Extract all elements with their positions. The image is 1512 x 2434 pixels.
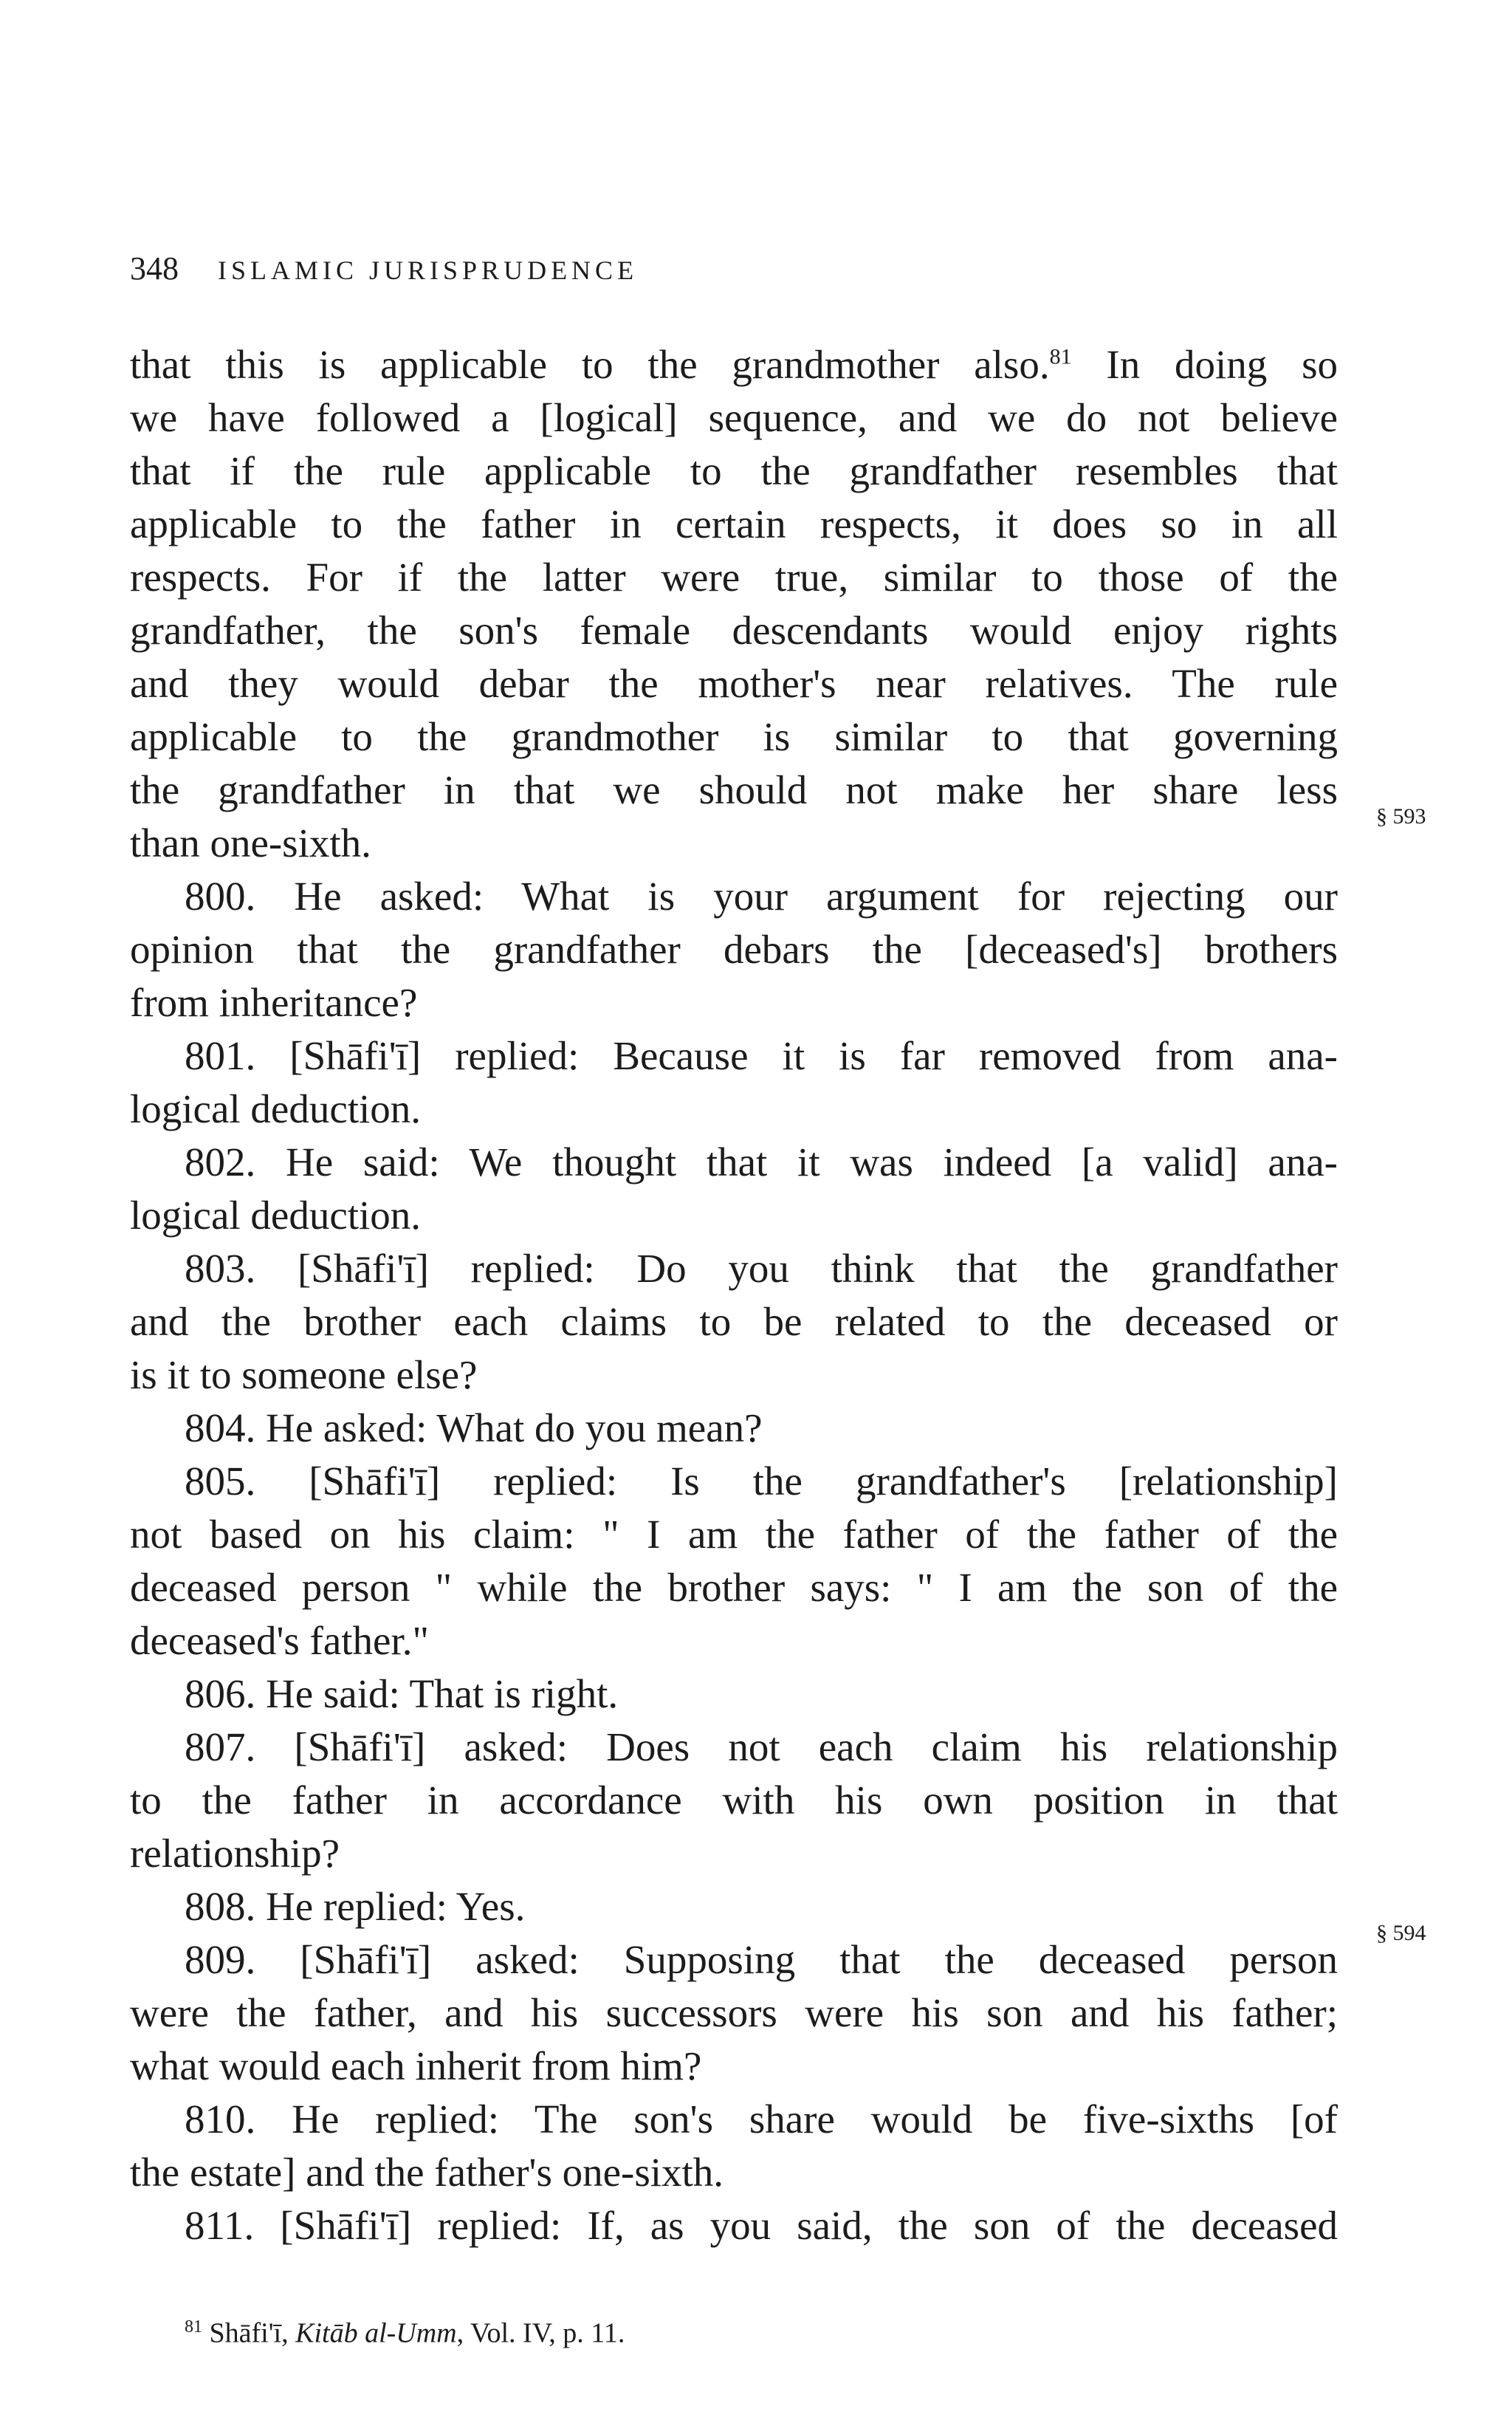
paragraph-806: 806. He said: That is right. [185,1671,619,1716]
text-line: applicable to the grandmother is similar to that governing [130,714,1338,759]
paragraph-808: 808. He replied: Yes. [185,1884,526,1929]
text-line: logical deduction. [130,1193,422,1238]
footnote [185,2308,1292,2352]
text-line: what would each inherit from him? [130,2043,702,2088]
text-line: than one-sixth. [130,820,371,865]
text-line: were the father, and his successors were his son and his father; [130,1990,1338,2035]
running-title: ISLAMIC JURISPRUDENCE [218,256,639,285]
text-line: deceased person " while the brother says: " I am the son of the [130,1565,1338,1610]
text-line: relationship? [130,1831,340,1876]
text-line: is it to someone else? [130,1352,478,1397]
paragraph-802: 802. He said: We thought that it was indeed [a valid] ana- [185,1139,1338,1185]
text-line: the estate] and the father's one-sixth. [130,2150,724,2195]
text-line: and they would debar the mother's near relatives. The rule [130,661,1338,706]
page-number: 348 [130,250,179,287]
paragraph-811: 811. [Shāfi'ī] replied: If, as you said, the son of the deceased [185,2203,1338,2248]
paragraph-804: 804. He asked: What do you mean? [185,1405,763,1450]
paragraph-803: 803. [Shāfi'ī] replied: Do you think that the grandfather [185,1246,1338,1291]
footnote-reference: 81 [1049,344,1072,369]
text-line: respects. For if the latter were true, similar to those of the [130,555,1338,600]
paragraph-810: 810. He replied: The son's share would be five-sixths [of [185,2097,1338,2142]
text-line: that if the rule applicable to the grandfather resembles that [130,448,1338,493]
footnote-marker: 81 [185,2317,202,2337]
footnote-citation: , Vol. IV, p. 11. [456,2317,625,2349]
margin-section-note-593: § 593 [1376,804,1426,829]
paragraph-809: 809. [Shāfi'ī] asked: Supposing that the deceased person [185,1937,1338,1982]
text-line: applicable to the father in certain respects, it does so in all [130,501,1338,546]
footnote-author: Shāfi'ī, [202,2317,296,2349]
text-line: not based on his claim: " I am the father of the father of the [130,1512,1338,1557]
text-line: opinion that the grandfather debars the [deceased's] brothers [130,927,1338,972]
text-line: grandfather, the son's female descendants would enjoy rights [130,608,1338,653]
text-line: logical deduction. [130,1086,422,1131]
footnote-work-title: Kitāb al-Umm [295,2317,457,2349]
text-line: to the father in accordance with his own position in that [130,1777,1338,1823]
paragraph-807: 807. [Shāfi'ī] asked: Does not each claim his relationship [185,1724,1338,1769]
body-text [130,338,1338,2252]
text-line: deceased's father." [130,1618,429,1663]
paragraph-805: 805. [Shāfi'ī] replied: Is the grandfather's [relationship] [185,1458,1338,1504]
text-line: that this is applicable to the grandmother also.$^{81}$ In doing so [130,342,1339,387]
text-line: and the brother each claims to be related to the deceased or [130,1299,1338,1344]
text-line: the grandfather in that we should not make her share less [130,767,1338,812]
running-head [130,247,1341,292]
text-line: from inheritance? [130,980,418,1025]
margin-section-note-594: § 594 [1376,1921,1426,1945]
paragraph-800: 800. He asked: What is your argument for rejecting our [185,874,1338,919]
text-line: we have followed a [logical] sequence, and we do not believe [130,395,1338,440]
paragraph-801: 801. [Shāfi'ī] replied: Because it is far removed from ana- [185,1033,1338,1078]
